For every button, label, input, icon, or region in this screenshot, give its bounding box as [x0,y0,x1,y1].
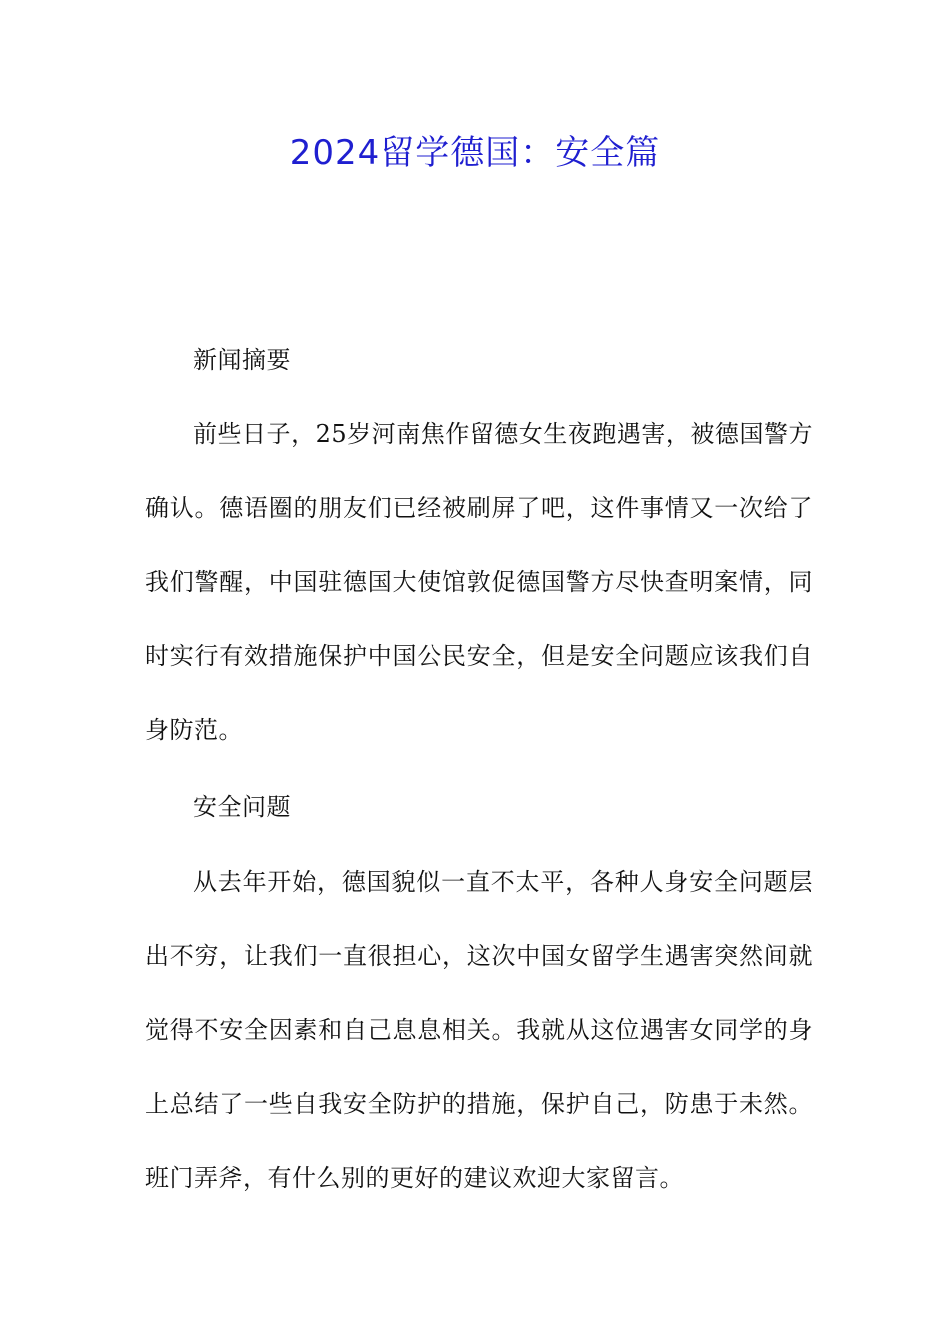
paragraph-safety-issues: 从去年开始，德国貌似一直不太平，各种人身安全问题层出不穷，让我们一直很担心，这次中国女留学生遇害突然间就觉得不安全因素和自己息息相关。我就从这位遇害女同学的身上总结了一些自我安全防护的措施，保护自己，防患于未然。班门弄斧，有什么别的更好的建议欢迎大家留言。 [145,868,813,1192]
document-title: 2024留学德国：安全篇 [289,133,661,173]
section-heading-news-summary: 新闻摘要 [193,346,291,374]
paragraph-news-summary: 前些日子，25岁河南焦作留德女生夜跑遇害，被德国警方确认。德语圈的朋友们已经被刷屏了吧，这件事情又一次给了我们警醒，中国驻德国大使馆敦促德国警方尽快查明案情，同时实行有效措施保护中国公民安全，但是安全问题应该我们自身防范。 [145,420,813,744]
section-heading-safety-issues: 安全问题 [193,793,291,821]
